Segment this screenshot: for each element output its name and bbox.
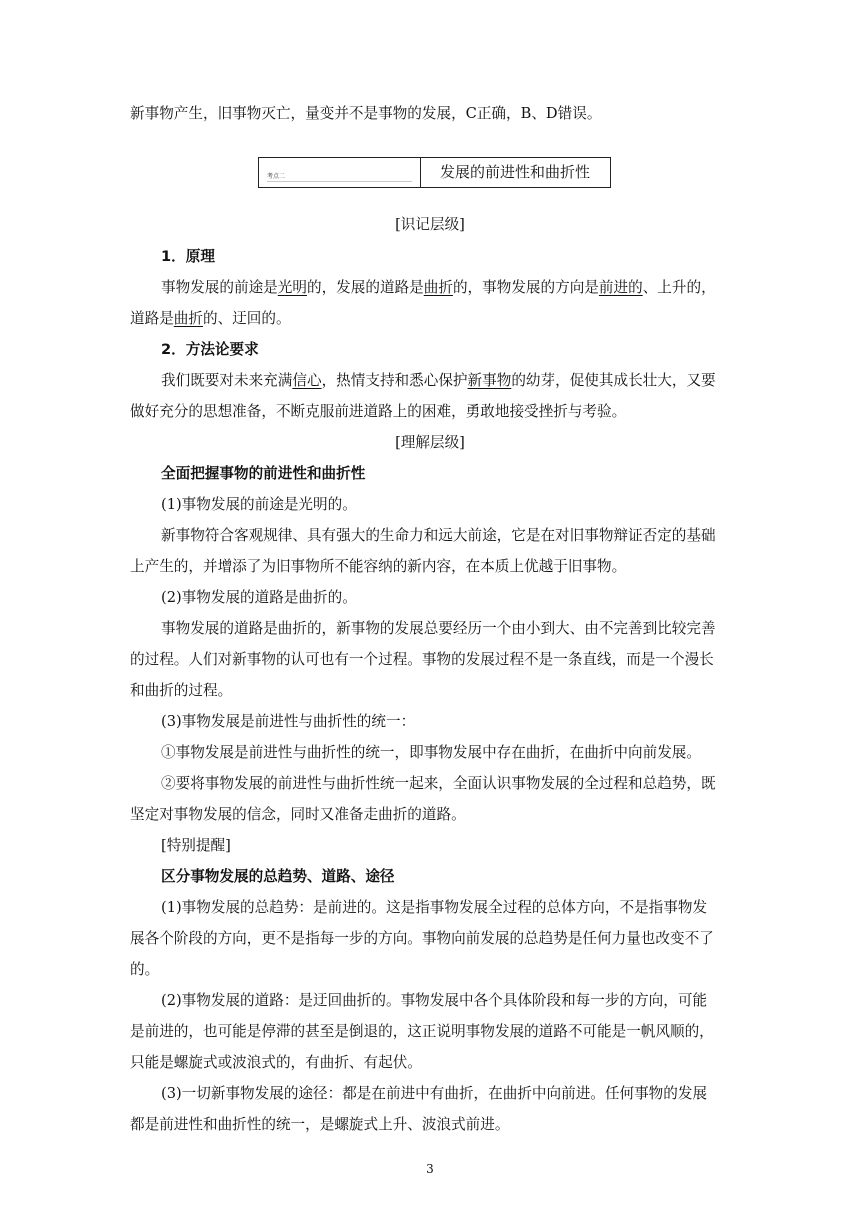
p1-line-2: 上产生的，并增添了为旧事物所不能容纳的新内容，在本质上优越于旧事物。 (130, 558, 627, 575)
p3-item-2-line-2: 坚定对事物发展的信念，同时又准备走曲折的道路。 (130, 806, 466, 823)
text-span: 的，事物发展的方向是 (452, 279, 599, 296)
text-span: 的、迂回的。 (203, 310, 291, 327)
p1-line-1: 新事物符合客观规律、具有强大的生命力和远大前途，它是在对旧事物辩证否定的基础 (161, 527, 716, 544)
grasp-title: 全面把握事物的前进性和曲折性 (161, 465, 366, 482)
text-span: 、上升的， (642, 279, 716, 296)
underlined-keyword: 新事物 (467, 372, 512, 389)
page-number: 3 (426, 1162, 434, 1176)
tip2-line-2: 是前进的，也可能是停滞的甚至是倒退的，这正说明事物发展的道路不可能是一帆风顺的， (130, 1023, 714, 1040)
text-span: 的，发展的道路是 (306, 279, 424, 296)
tip1-line-1: (1)事物发展的总趋势：是前进的。这是指事物发展全过程的总体方向，不是指事物发 (161, 899, 708, 916)
tip-title: 区分事物发展的总趋势、道路、途径 (161, 868, 395, 885)
text-span: 事物发展的前途是 (161, 279, 278, 296)
underlined-keyword: 信心 (292, 372, 322, 389)
section-heading-title: 发展的前进性和曲折性 (439, 163, 590, 181)
tip1-line-3: 的。 (130, 961, 160, 978)
tip1-line-2: 展各个阶段的方向，更不是指每一步的方向。事物向前发展的总趋势是任何力量也改变不了 (130, 930, 714, 947)
tip3-line-2: 都是前进性和曲折性的统一，是螺旋式上升、波浪式前进。 (130, 1116, 510, 1133)
level-understand-label: [理解层级] (395, 434, 465, 451)
text-span: 的幼芽，促使其成长壮大，又要 (511, 372, 716, 389)
tip3-line-1: (3)一切新事物发展的途径：都是在前进中有曲折，在曲折中向前进。任何事物的发展 (161, 1085, 708, 1102)
underlined-keyword: 前进的 (598, 279, 643, 296)
tip2-line-3: 只能是螺旋式或波浪式的，有曲折、有起伏。 (130, 1054, 422, 1071)
p2-line-1: 事物发展的道路是曲折的，新事物的发展总要经历一个由小到大、由不完善到比较完善 (161, 620, 716, 637)
underlined-keyword: 光明 (277, 279, 307, 296)
method-line-1 (161, 371, 716, 391)
p2-line-2: 的过程。人们对新事物的认可也有一个过程。事物的发展过程不是一条直线，而是一个漫长 (130, 651, 714, 668)
text-span: 我们既要对未来充满 (161, 372, 293, 389)
heading-tag-line (267, 181, 412, 182)
p1-heading: (1)事物发展的前途是光明的。 (161, 496, 357, 513)
tip2-line-1: (2)事物发展的道路：是迂回曲折的。事物发展中各个具体阶段和每一步的方向，可能 (161, 992, 708, 1009)
principle-heading: 1．原理 (161, 248, 215, 265)
heading-tag-cell (259, 158, 421, 187)
principle-line-1 (161, 278, 716, 298)
text-span: ，热情支持和悉心保护 (321, 372, 468, 389)
p3-heading: (3)事物发展是前进性与曲折性的统一： (161, 713, 416, 730)
underlined-keyword: 曲折 (423, 279, 453, 296)
p2-heading: (2)事物发展的道路是曲折的。 (161, 589, 357, 606)
p3-item-2-line-1: ②要将事物发展的前进性与曲折性统一起来，全面认识事物发展的全过程和总趋势，既 (161, 775, 716, 792)
section-heading-box (258, 157, 611, 188)
method-line-2: 做好充分的思想准备，不断克服前进道路上的困难，勇敢地接受挫折与考验。 (130, 403, 627, 420)
tip-label: [特别提醒] (161, 837, 231, 854)
heading-tag: 考点二 (267, 173, 286, 180)
method-heading: 2．方法论要求 (161, 341, 259, 358)
intro-line: 新事物产生，旧事物灭亡，量变并不是事物的发展，C正确，B、D错误。 (130, 105, 602, 122)
p3-item-1: ①事物发展是前进性与曲折性的统一，即事物发展中存在曲折，在曲折中向前发展。 (161, 744, 701, 761)
underlined-keyword: 曲折 (173, 310, 203, 327)
text-span: 道路是 (130, 310, 174, 327)
level-memory-label: [识记层级] (395, 216, 465, 233)
principle-line-2 (130, 309, 291, 329)
p2-line-3: 和曲折的过程。 (130, 682, 233, 699)
